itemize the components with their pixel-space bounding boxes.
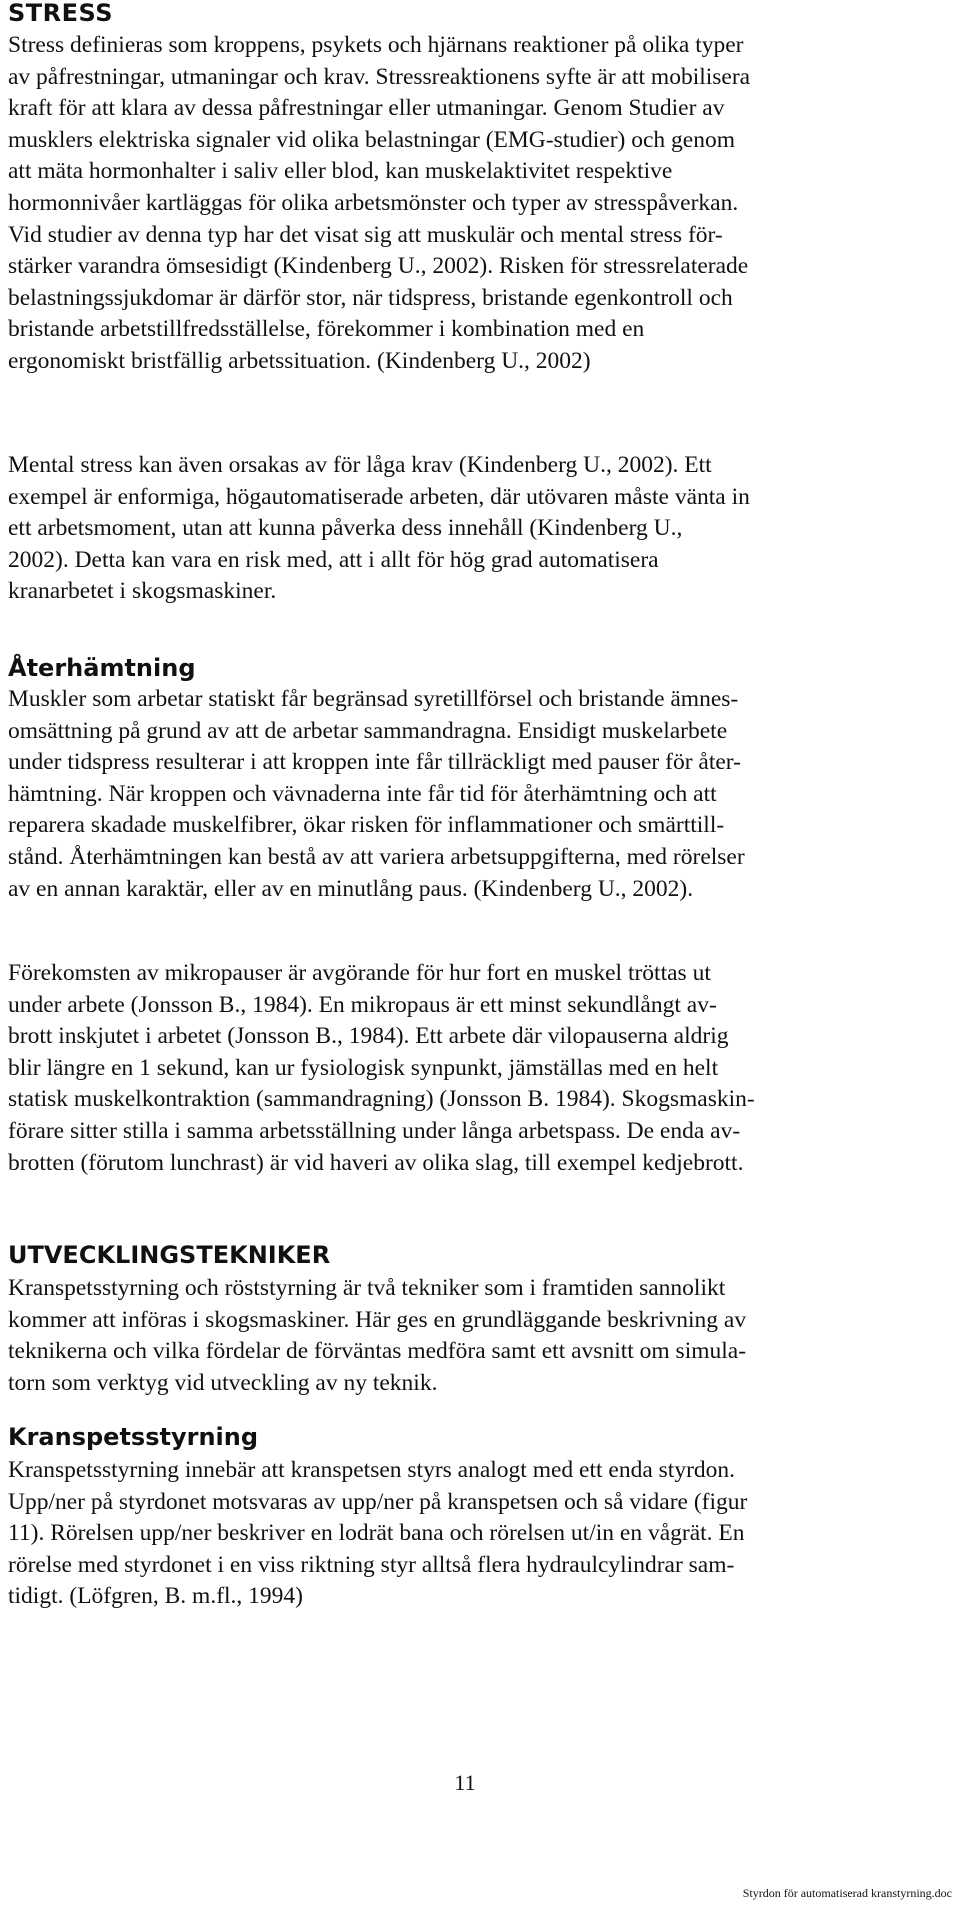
text-line: Kranspetsstyrning och röststyrning är två tekniker som i framtiden sannolikt <box>8 1275 726 1301</box>
text-line: 11). Rörelsen upp/ner beskriver en lodrät bana och rörelsen ut/in en vågrät. En <box>8 1520 745 1547</box>
paragraph-techniques <box>8 1273 928 1399</box>
text-line: ett arbetsmoment, utan att kunna påverka dess innehåll (Kindenberg U., <box>8 515 683 542</box>
heading-kranspetsstyrning: Kranspetsstyrning <box>8 1423 259 1451</box>
text-line: rörelse med styrdonet i en viss riktning styr alltså flera hydraulcylindrar sam- <box>8 1551 735 1578</box>
text-line: Mental stress kan även orsakas av för låga krav (Kindenberg U., 2002). Ett <box>8 452 712 478</box>
paragraph-recovery <box>8 684 928 905</box>
heading-aterhamtning: Återhämtning <box>8 654 196 682</box>
paragraph-mental-stress <box>8 450 928 608</box>
paragraph-micropauses <box>8 958 928 1179</box>
text-line: tidigt. (Löfgren, B. m.fl., 1994) <box>8 1583 304 1610</box>
page-number: 11 <box>454 1770 476 1795</box>
text-line: kranarbetet i skogsmaskiner. <box>8 578 277 605</box>
text-line: exempel är enformiga, högautomatiserade arbeten, där utövaren måste vänta in <box>8 483 750 510</box>
text-line: Vid studier av denna typ har det visat sig att muskulär och mental stress för- <box>8 221 723 248</box>
paragraph-stress-definition <box>8 30 928 378</box>
text-line: Kranspetsstyrning innebär att kranspetsen styrs analogt med ett enda styrdon. <box>8 1457 736 1483</box>
text-line: brotten (förutom lunchrast) är vid haveri av olika slag, till exempel kedjebrott. <box>8 1149 744 1176</box>
text-line: av påfrestningar, utmaningar och krav. Stressreaktionens syfte är att mobilisera <box>8 63 751 90</box>
text-line: hämtning. När kroppen och vävnaderna inte får tid för återhämtning och att <box>8 780 717 807</box>
text-line: kommer att införas i skogsmaskiner. Här ges en grundläggande beskrivning av <box>8 1306 747 1333</box>
text-line: kraft för att klara av dessa påfrestningar eller utmaningar. Genom Studier av <box>8 95 725 122</box>
text-line: musklers elektriska signaler vid olika belastningar (EMG-studier) och genom <box>8 126 736 153</box>
text-line: Muskler som arbetar statiskt får begränsad syretillförsel och bristande ämnes- <box>8 686 739 712</box>
text-line: att mäta hormonhalter i saliv eller blod, kan muskelaktivitet respektive <box>8 158 673 185</box>
text-line: ergonomiskt bristfällig arbetssituation. (Kindenberg U., 2002) <box>8 347 591 374</box>
text-line: belastningssjukdomar är därför stor, när tidspress, bristande egenkontroll och <box>8 284 733 311</box>
text-line: stärker varandra ömsesidigt (Kindenberg U., 2002). Risken för stressrelaterade <box>8 253 749 280</box>
text-line: bristande arbetstillfredsställelse, förekommer i kombination med en <box>8 316 645 343</box>
text-line: reparera skadade muskelfibrer, ökar risken för inflammationer och smärttill- <box>8 812 725 839</box>
footer-filename: Styrdon för automatiserad kranstyrning.doc <box>742 1886 952 1900</box>
text-line: Upp/ner på styrdonet motsvaras av upp/ner på kranspetsen och så vidare (figur <box>8 1488 748 1515</box>
text-line: Stress definieras som kroppens, psykets och hjärnans reaktioner på olika typer <box>8 32 744 58</box>
text-line: Förekomsten av mikropauser är avgörande för hur fort en muskel tröttas ut <box>8 960 711 986</box>
text-line: hormonnivåer kartläggas för olika arbetsmönster och typer av stresspåverkan. <box>8 189 739 216</box>
text-line: blir längre en 1 sekund, kan ur fysiologisk synpunkt, jämställas med en helt <box>8 1054 719 1081</box>
text-line: under tidspress resulterar i att kroppen inte får tillräckligt med pauser för åter- <box>8 749 741 776</box>
text-line: brott inskjutet i arbetet (Jonsson B., 1984). Ett arbete där vilopauserna aldrig <box>8 1023 729 1050</box>
heading-utvecklingstekniker: UTVECKLINGSTEKNIKER <box>8 1241 331 1269</box>
text-line: 2002). Detta kan vara en risk med, att i allt för hög grad automatisera <box>8 546 659 573</box>
text-line: förare sitter stilla i samma arbetsställning under långa arbetspass. De enda av- <box>8 1117 741 1144</box>
text-line: torn som verktyg vid utveckling av ny teknik. <box>8 1369 438 1396</box>
text-line: under arbete (Jonsson B., 1984). En mikropaus är ett minst sekundlångt av- <box>8 991 717 1018</box>
text-line: statisk muskelkontraktion (sammandragning) (Jonsson B. 1984). Skogsmaskin- <box>8 1086 755 1113</box>
text-line: stånd. Återhämtningen kan bestå av att variera arbetsuppgifterna, med rörelser <box>8 843 745 870</box>
heading-stress: STRESS <box>8 0 114 27</box>
text-line: omsättning på grund av att de arbetar sammandragna. Ensidigt muskelarbete <box>8 717 728 744</box>
text-line: av en annan karaktär, eller av en minutlång paus. (Kindenberg U., 2002). <box>8 875 694 902</box>
text-line: teknikerna och vilka fördelar de förväntas medföra samt ett avsnitt om simula- <box>8 1338 747 1365</box>
paragraph-crane-tip-control <box>8 1455 928 1613</box>
